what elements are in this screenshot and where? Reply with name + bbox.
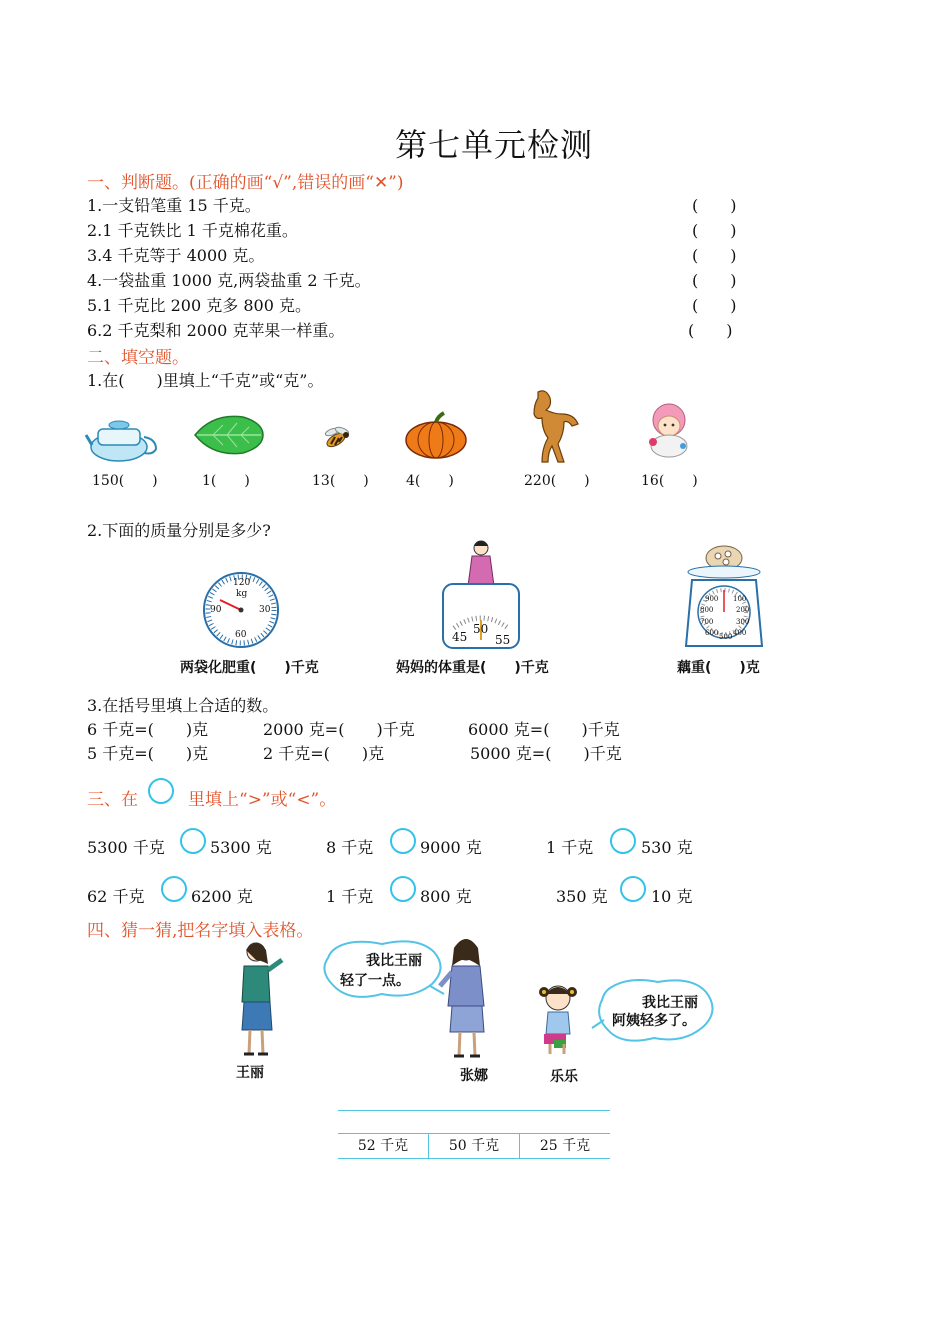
convert-item: 5000 克=( )千克	[470, 744, 622, 763]
pumpkin-icon	[403, 412, 469, 460]
compare-left: 1 千克	[546, 838, 594, 857]
scale-caption: 妈妈的体重是( )千克	[396, 660, 549, 676]
section1-heading: 一、判断题。(正确的画“√”,错误的画“✕”)	[87, 173, 404, 193]
table-cell: 50 千克	[429, 1134, 520, 1158]
compare-circle[interactable]	[161, 876, 187, 902]
bee-icon	[316, 423, 356, 453]
dial-tick: 200	[736, 606, 750, 614]
dial-tick: 60	[235, 630, 247, 640]
answer-blank[interactable]: ( )	[692, 296, 737, 315]
answer-blank[interactable]: ( )	[692, 246, 737, 265]
answer-blank[interactable]: ( )	[692, 221, 737, 240]
speech-line: 轻了一点。	[340, 973, 410, 989]
dial-tick: 400	[733, 629, 747, 637]
compare-left: 5300 千克	[87, 838, 165, 857]
judge-item-2: 2.1 千克铁比 1 千克棉花重。	[87, 221, 298, 240]
convert-item: 2 千克=( )克	[263, 744, 385, 763]
judge-item-1: 1.一支铅笔重 15 千克。	[87, 196, 261, 215]
compare-right: 5300 克	[210, 838, 272, 857]
dial-tick: 300	[736, 618, 750, 626]
section3-heading-b: 里填上“>”或“<”。	[188, 790, 337, 810]
speech-line: 我比王丽	[366, 953, 422, 969]
compare-left: 1 千克	[326, 887, 374, 906]
fill-item-label: 13( )	[312, 473, 369, 489]
horse-icon	[528, 388, 584, 464]
convert-item: 6 千克=( )克	[87, 720, 209, 739]
woman-wangli-icon	[232, 940, 294, 1062]
dial-tick: 45	[452, 630, 468, 644]
section4-heading: 四、猜一猜,把名字填入表格。	[87, 921, 314, 941]
fill-q3-prompt: 3.在括号里填上合适的数。	[87, 696, 279, 715]
dial-tick: 30	[259, 605, 271, 615]
table-row	[338, 1133, 610, 1159]
dial-tick: 55	[495, 633, 511, 647]
person-name: 张娜	[460, 1068, 488, 1084]
scale-caption: 藕重( )克	[677, 660, 760, 676]
teapot-icon	[86, 415, 160, 463]
answer-table	[338, 1110, 610, 1159]
person-name: 乐乐	[550, 1069, 578, 1085]
convert-item: 5 千克=( )克	[87, 744, 209, 763]
fill-item-label: 220( )	[524, 473, 590, 489]
judge-item-4: 4.一袋盐重 1000 克,两袋盐重 2 千克。	[87, 271, 371, 290]
compare-circle[interactable]	[180, 828, 206, 854]
judge-item-3: 3.4 千克等于 4000 克。	[87, 246, 265, 265]
dial-unit: kg	[236, 589, 248, 599]
dial-tick: 600	[705, 629, 719, 637]
compare-right: 800 克	[420, 887, 472, 906]
compare-right: 530 克	[641, 838, 693, 857]
answer-blank[interactable]: ( )	[692, 271, 737, 290]
speech-line: 阿姨轻多了。	[612, 1013, 696, 1029]
judge-item-5: 5.1 千克比 200 克多 800 克。	[87, 296, 311, 315]
answer-blank[interactable]: ( )	[692, 196, 737, 215]
dial-tick: 50	[473, 622, 489, 636]
compare-left: 62 千克	[87, 887, 145, 906]
section2-heading: 二、填空题。	[87, 348, 189, 368]
dial-tick: 90	[210, 605, 222, 615]
compare-left: 8 千克	[326, 838, 374, 857]
dial-tick: 500	[719, 633, 733, 641]
leaf-icon	[193, 413, 265, 457]
compare-right: 9000 克	[420, 838, 482, 857]
dial-tick: 800	[700, 606, 714, 614]
fill-q1-prompt: 1.在( )里填上“千克”或“克”。	[87, 371, 324, 390]
convert-item: 6000 克=( )千克	[468, 720, 620, 739]
compare-right: 10 克	[651, 887, 693, 906]
speech-line: 我比王丽	[642, 995, 698, 1011]
fill-item-label: 1( )	[202, 473, 250, 489]
compare-circle[interactable]	[390, 828, 416, 854]
person-name: 王丽	[236, 1065, 264, 1081]
fill-q2-prompt: 2.下面的质量分别是多少?	[87, 521, 271, 540]
page-title: 第七单元检测	[395, 126, 594, 164]
section3-heading-a: 三、在	[87, 790, 138, 810]
compare-circle-icon	[148, 778, 174, 804]
girl-lele-icon	[536, 982, 580, 1058]
judge-item-6: 6.2 千克梨和 2000 克苹果一样重。	[87, 321, 345, 340]
compare-circle[interactable]	[620, 876, 646, 902]
dial-tick: 120	[233, 578, 251, 588]
baby-icon	[643, 402, 695, 460]
table-cell: 25 千克	[539, 1138, 591, 1154]
compare-left: 350 克	[556, 887, 608, 906]
compare-right: 6200 克	[191, 887, 253, 906]
dial-tick: 100	[733, 595, 747, 603]
compare-circle[interactable]	[610, 828, 636, 854]
fill-item-label: 4( )	[406, 473, 454, 489]
dial-tick: 700	[700, 618, 714, 626]
answer-blank[interactable]: ( )	[688, 321, 733, 340]
fill-item-label: 150( )	[92, 473, 158, 489]
dial-tick: 900	[705, 595, 719, 603]
convert-item: 2000 克=( )千克	[263, 720, 415, 739]
fill-item-label: 16( )	[641, 473, 698, 489]
scale-caption: 两袋化肥重( )千克	[180, 660, 319, 676]
compare-circle[interactable]	[390, 876, 416, 902]
table-cell: 52 千克	[338, 1134, 429, 1158]
woman-zhangna-icon	[436, 936, 498, 1064]
